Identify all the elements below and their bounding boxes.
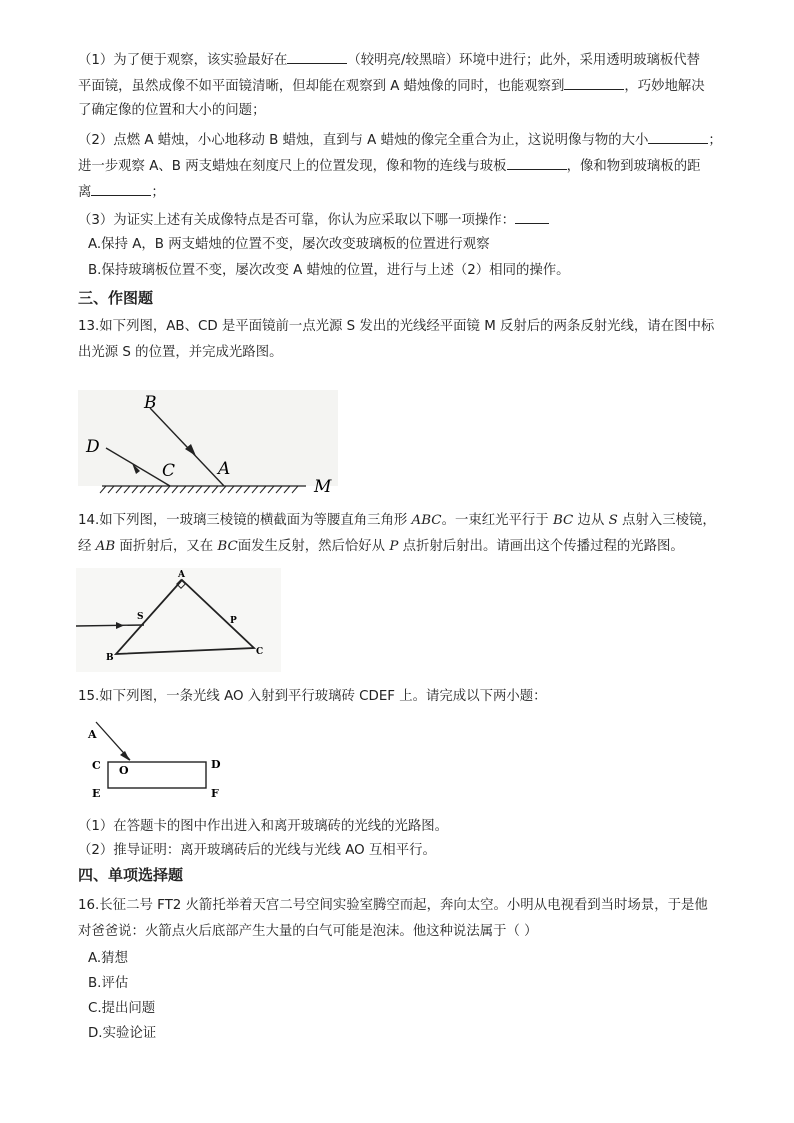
ray-arrow	[120, 751, 130, 761]
q15-subquestion-2: （2）推导证明：离开玻璃砖后的光线与光线 AO 互相平行。	[78, 843, 436, 858]
q12-text: ；	[151, 185, 165, 200]
mirror-hatch-mark	[188, 486, 194, 493]
label-s: S	[137, 612, 144, 622]
label-o: O	[119, 764, 129, 777]
q12-part2-line2	[78, 156, 700, 176]
q12-text: （1）为了便于观察，该实验最好在	[78, 53, 288, 68]
answer-blank[interactable]	[91, 182, 151, 196]
mirror-hatch-mark	[260, 486, 266, 493]
q16-option-d[interactable]: D.实验论证	[88, 1026, 157, 1041]
mirror-hatch-mark	[148, 486, 154, 493]
mirror-hatch-mark	[108, 486, 114, 493]
q13-line1: 13.如下列图，AB、CD 是平面镜前一点光源 S 发出的光线经平面镜 M 反射后的两条反射光线，请在图中标	[78, 319, 715, 334]
q12-part1-line3: 了确定像的位置和大小的问题；	[78, 103, 266, 118]
q14-var: S	[608, 513, 618, 528]
q14-var: BC	[552, 513, 574, 528]
mirror-hatch-mark	[284, 486, 290, 493]
q16-line2: 对爸爸说：火箭点火后底部产生大量的白气可能是泡沫。他这种说法属于（ ）	[78, 924, 538, 939]
q14-text: 14.如下列图，一玻璃三棱镜的横截面为等腰直角三角形	[78, 513, 412, 528]
label-b: B	[106, 653, 114, 663]
mirror-hatch-mark	[220, 486, 226, 493]
q14-line2	[78, 538, 684, 556]
label-a: A	[88, 728, 97, 741]
label-d: D	[86, 437, 100, 457]
q12-text: （较明亮/较黑暗）环境中进行；此外，采用透明玻璃板代替	[347, 53, 701, 68]
mirror-hatch-mark	[252, 486, 258, 493]
label-d: D	[211, 758, 221, 771]
label-a: A	[218, 459, 231, 479]
q14-line1	[78, 512, 716, 530]
q12-part1-line2	[78, 76, 705, 96]
mirror-hatch-mark	[140, 486, 146, 493]
q14-text: 面折射后，又在	[115, 539, 218, 554]
mirror-hatch-mark	[236, 486, 242, 493]
mirror-hatch-mark	[172, 486, 178, 493]
q14-var: P	[389, 539, 399, 554]
answer-blank[interactable]	[287, 50, 347, 64]
label-e: E	[92, 787, 101, 800]
mirror-hatch-mark	[164, 486, 170, 493]
mirror-hatch-mark	[100, 486, 106, 493]
mirror-hatch-mark	[196, 486, 202, 493]
answer-blank[interactable]	[648, 130, 708, 144]
answer-blank[interactable]	[515, 210, 549, 224]
answer-blank[interactable]	[564, 76, 624, 90]
q15-glass-slab-figure	[86, 718, 246, 804]
mirror-hatch-mark	[268, 486, 274, 493]
q12-part3-line1	[78, 210, 549, 230]
q12-text: 进一步观察 A、B 两支蜡烛在刻度尺上的位置发现，像和物的连线与玻板	[78, 159, 507, 174]
q15-line1: 15.如下列图，一条光线 AO 入射到平行玻璃砖 CDEF 上。请完成以下两小题：	[78, 689, 547, 704]
q12-text: ，巧妙地解决	[624, 79, 705, 94]
mirror-hatch-mark	[124, 486, 130, 493]
mirror-hatch-mark	[204, 486, 210, 493]
q14-text: 点折射后射出。请画出这个传播过程的光路图。	[398, 539, 684, 554]
label-c: C	[92, 759, 101, 772]
mirror-hatch-mark	[212, 486, 218, 493]
mirror-hatch-mark	[276, 486, 282, 493]
label-m: M	[314, 477, 332, 497]
label-p: P	[230, 616, 237, 626]
q13-mirror-figure	[78, 386, 348, 496]
q14-text: 面发生反射，然后恰好从	[237, 539, 390, 554]
q12-option-b: B.保持玻璃板位置不变，屡次改变 A 蜡烛的位置，进行与上述（2）相同的操作。	[88, 263, 570, 278]
figure-background	[78, 390, 338, 486]
q12-part2-line1	[78, 130, 722, 150]
mirror-hatch-mark	[228, 486, 234, 493]
q16-option-c[interactable]: C.提出问题	[88, 1001, 156, 1016]
mirror-hatch-mark	[156, 486, 162, 493]
q16-line1: 16.长征二号 FT2 火箭托举着天宫二号空间实验室腾空而起，奔向太空。小明从电视看到当时场景，于是他	[78, 898, 708, 913]
q16-option-a[interactable]: A.猜想	[88, 951, 128, 966]
incident-ray	[76, 625, 144, 626]
section-heading-single-choice: 四、单项选择题	[78, 866, 184, 884]
q12-text: 离	[78, 185, 92, 200]
answer-blank[interactable]	[507, 156, 567, 170]
label-f: F	[211, 787, 219, 800]
q14-text: 点射入三棱镜，	[617, 513, 716, 528]
q12-option-a: A.保持 A，B 两支蜡烛的位置不变，屡次改变玻璃板的位置进行观察	[88, 237, 490, 252]
mirror-hatch-mark	[244, 486, 250, 493]
q14-var: ABC	[411, 513, 442, 528]
mirror-hatch-mark	[116, 486, 122, 493]
mirror-hatch-mark	[180, 486, 186, 493]
q16-option-b[interactable]: B.评估	[88, 976, 129, 991]
q12-text: （2）点燃 A 蜡烛，小心地移动 B 蜡烛，直到与 A 蜡烛的像完全重合为止，这说明像与物的大小	[78, 133, 649, 148]
q14-text: 边从	[573, 513, 609, 528]
label-a: A	[178, 570, 185, 580]
q12-part1-line1	[78, 50, 700, 70]
q14-text: 经	[78, 539, 96, 554]
q12-text: ；	[708, 133, 722, 148]
q12-text: （3）为证实上述有关成像特点是否可靠，你认为应采取以下哪一项操作：	[78, 213, 516, 228]
q12-part2-line3	[78, 182, 165, 202]
mirror-hatch-mark	[292, 486, 298, 493]
q15-subquestion-1: （1）在答题卡的图中作出进入和离开玻璃砖的光线的光路图。	[78, 819, 449, 834]
q12-text: ，像和物到玻璃板的距	[566, 159, 701, 174]
q14-text: 。一束红光平行于	[441, 513, 553, 528]
q14-var: AB	[95, 539, 116, 554]
label-c: C	[162, 461, 176, 481]
q12-text: 平面镜，虽然成像不如平面镜清晰，但却能在观察到 A 蜡烛像的同时，也能观察到	[78, 79, 565, 94]
q14-var: BC	[217, 539, 238, 554]
q13-line2: 出光源 S 的位置，并完成光路图。	[78, 345, 283, 360]
q14-prism-figure	[76, 568, 286, 672]
section-heading-drawing: 三、作图题	[78, 289, 154, 307]
label-c: C	[256, 647, 264, 657]
label-b: B	[144, 393, 157, 413]
mirror-hatch-mark	[132, 486, 138, 493]
